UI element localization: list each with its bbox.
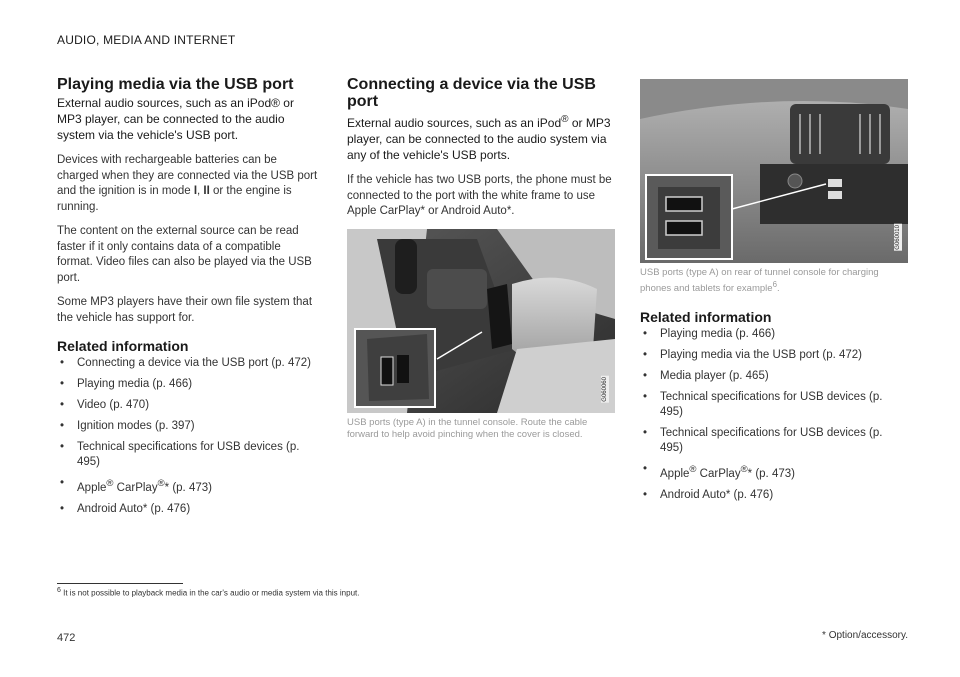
related-link[interactable]: • Connecting a device via the USB port (p. 472) [57, 356, 319, 371]
rear-console-image [640, 79, 908, 263]
two-ports-paragraph: If the vehicle has two USB ports, the phone must be connected to the port with the white frame to use Apple CarPlay* or Android Auto*. [347, 174, 612, 217]
charging-paragraph: Devices with rechargeable batteries can be charged when they are connected via the USB port and the ignition is in mode I, II or the engine is running. [57, 154, 318, 213]
footnote-divider [57, 583, 183, 584]
related-link[interactable]: • Ignition modes (p. 397) [57, 419, 319, 434]
related-link[interactable]: • Technical specifications for USB devices (p. 495) [640, 426, 908, 456]
format-paragraph: The content on the external source can be read faster if it only contains data of a compatible format. Video files can also be played via the USB port. [57, 225, 312, 284]
section-header: AUDIO, MEDIA AND INTERNET [57, 33, 236, 47]
image-caption: USB ports (type A) in the tunnel console. Route the cable forward to help avoid pinching when the cover is closed. [347, 416, 588, 440]
column-usb-connecting [347, 76, 615, 441]
page-number: 472 [57, 632, 76, 644]
tunnel-console-illustration [347, 229, 615, 413]
footnote-number: 6 [57, 587, 61, 594]
lead-paragraph: External audio sources, such as an iPod® or MP3 player, can be connected to the audio system via the vehicle's USB port. [57, 96, 294, 142]
related-link-android[interactable]: • Android Auto* (p. 476) [57, 502, 319, 517]
related-link[interactable]: • Playing media (p. 466) [57, 377, 319, 392]
related-link[interactable]: • Playing media via the USB port (p. 472) [640, 348, 908, 363]
image-reference-code: G060010 [895, 225, 901, 250]
footnote-text: It is not possible to playback media in the car's audio or media system via this input. [60, 588, 360, 598]
footnote [57, 587, 359, 598]
ignition-mode-ii: II [203, 185, 210, 197]
related-link[interactable]: • Video (p. 470) [57, 398, 319, 413]
related-list [640, 327, 908, 503]
related-link-carplay[interactable]: • Apple® CarPlay®* (p. 473) [640, 462, 908, 482]
related-list [57, 356, 319, 517]
section-title: Connecting a device via the USB port [347, 76, 596, 110]
mp3-paragraph: Some MP3 players have their own file system that the vehicle has support for. [57, 296, 313, 324]
column-usb-playing [57, 76, 319, 523]
related-link[interactable]: • Technical specifications for USB devices (p. 495) [57, 440, 319, 470]
related-link[interactable]: • Technical specifications for USB devices (p. 495) [640, 390, 908, 420]
related-link[interactable]: • Media player (p. 465) [640, 369, 908, 384]
related-info-title: Related information [57, 338, 189, 354]
lead-paragraph: External audio sources, such as an iPod® or MP3 player, can be connected to the audio system via any of the vehicle's USB ports. [347, 114, 611, 162]
related-link-android[interactable]: • Android Auto* (p. 476) [640, 488, 908, 503]
related-info-title: Related information [640, 309, 772, 326]
image-reference-code: G060060 [602, 376, 608, 402]
ignition-mode-i: I [193, 185, 198, 197]
image-caption: USB ports (type A) on rear of tunnel console for charging phones and tablets for example$^6$. [640, 267, 879, 295]
related-link-carplay[interactable]: • Apple® CarPlay®* (p. 473) [57, 476, 319, 496]
tunnel-console-image [347, 229, 615, 413]
column-rear-usb [640, 79, 908, 509]
related-link[interactable]: • Playing media (p. 466) [640, 327, 908, 342]
section-title: Playing media via the USB port [57, 76, 294, 93]
rear-console-illustration [640, 79, 908, 263]
option-accessory-note: * Option/accessory. [822, 630, 908, 641]
footnote-ref[interactable]: 6 [772, 280, 777, 289]
